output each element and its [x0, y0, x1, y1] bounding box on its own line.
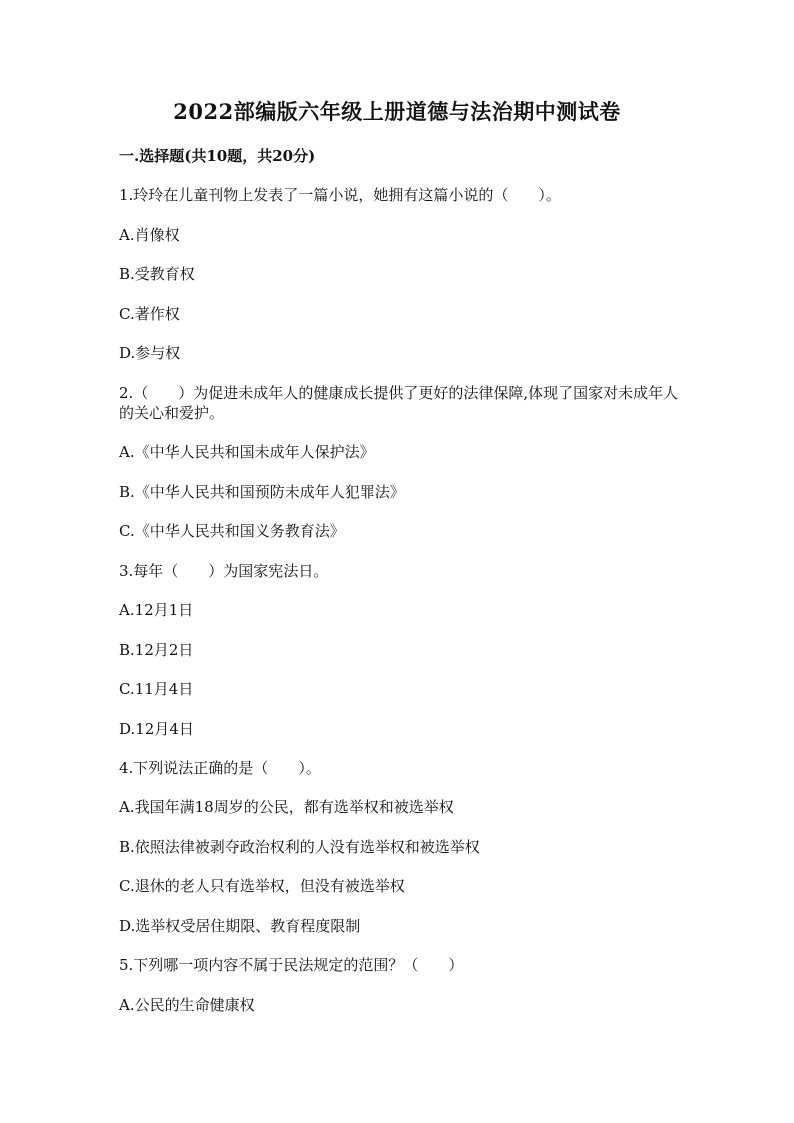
question-4-option-c: C.退休的老人只有选举权，但没有被选举权 — [119, 877, 405, 895]
question-2-option-c: C.《中华人民共和国义务教育法》 — [119, 522, 345, 540]
question-3-option-a: A.12月1日 — [119, 601, 194, 619]
question-1-option-b: B.受教育权 — [119, 265, 195, 283]
question-1-option-d: D.参与权 — [119, 344, 181, 362]
question-1-option-c: C.著作权 — [119, 305, 180, 323]
question-4-option-d: D.选举权受居住期限、教育程度限制 — [119, 917, 361, 935]
question-4-option-b: B.依照法律被剥夺政治权利的人没有选举权和被选举权 — [119, 838, 480, 856]
question-3-stem: 3.每年（ ）为国家宪法日。 — [119, 562, 329, 580]
question-3-option-d: D.12月4日 — [119, 720, 194, 738]
question-5-option-a: A.公民的生命健康权 — [119, 996, 255, 1014]
exam-title: 2022部编版六年级上册道德与法治期中测试卷 — [173, 99, 621, 124]
question-4-stem: 4.下列说法正确的是（ ）。 — [119, 759, 321, 777]
question-3-option-b: B.12月2日 — [119, 641, 194, 659]
question-5-stem: 5.下列哪一项内容不属于民法规定的范围？（ ） — [119, 956, 464, 974]
question-1-stem: 1.玲玲在儿童刊物上发表了一篇小说，她拥有这篇小说的（ ）。 — [119, 186, 561, 204]
question-2-stem: 2.（ ）为促进未成年人的健康成长提供了更好的法律保障,体现了国家对未成年人的关心和爱护。 — [119, 384, 679, 422]
question-2-option-b: B.《中华人民共和国预防未成年人犯罪法》 — [119, 483, 405, 501]
question-1-option-a: A.肖像权 — [119, 226, 180, 244]
section-heading: 一.选择题(共10题，共20分) — [119, 147, 316, 165]
question-4-option-a: A.我国年满18周岁的公民，都有选举权和被选举权 — [119, 798, 454, 816]
question-3-option-c: C.11月4日 — [119, 680, 194, 698]
question-2-option-a: A.《中华人民共和国未成年人保护法》 — [119, 443, 375, 461]
